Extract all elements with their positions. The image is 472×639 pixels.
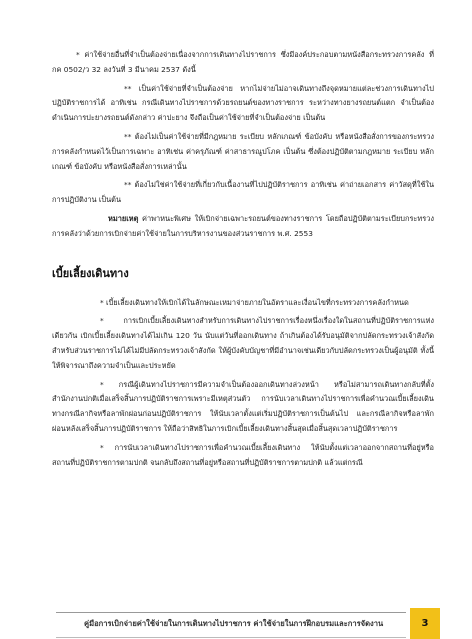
paragraph-allowance-time-count: * การนับเวลาเดินทางไปราชการเพื่อคำนวณเบี้ยเลี้ยงเดินทาง ให้นับตั้งแต่เวลาออกจากสถานที่อยู่หรือสถานที่ปฏิบัติราชการตามปกติ จนกลับถึงสถานที่อยู่หรือสถานที่ปฏิบัติราชการตามปกติ แล้วแต่กรณี xyxy=(52,442,434,467)
paragraph-work-expense: ** ต้องไม่ใช่ค่าใช้จ่ายที่เกี่ยวกับเนื้องานที่ไปปฏิบัติราชการ อาทิเช่น ค่าถ่ายเอกสาร ค่าวัสดุที่ใช้ในการปฏิบัติงาน เป็นต้น xyxy=(52,180,434,205)
paragraph-allowance-120-days: * การเบิกเบี้ยเลี้ยงเดินทางสำหรับการเดินทางไปราชการเรื่องหนึ่งเรื่องใดในสถานที่ปฏิบัติราชการแห่งเดียวกัน เบิกเบี้ยเลี้ยงเดินทางได้ไม่เกิน 120 วัน นับแต่วันที่ออกเดินทาง ถ้าเกินต้องได้รับอนุมัติจากปลัดกระทรวงเจ้าสังกัด สำหรับส่วนราชการไม่ได้ไม่มีปลัดกระทรวงเจ้าสังกัด ให้ผู้บังคับบัญชาที่มีอำนาจเช่นเดียวกับปลัดกระทรวงเป็นผู้อนุมัติ ทั้งนี้ ให้พิจารณาถึงความจำเป็นและประหยัด xyxy=(52,316,434,370)
section-heading: เบี้ยเลี้ยงเดินทาง xyxy=(52,266,129,280)
paragraph-necessary-expense: ** เป็นค่าใช้จ่ายที่จำเป็นต้องจ่าย หากไม่จ่ายไม่อาจเดินทางถึงจุดหมายแต่ละช่วงการเดินทางไปปฏิบัติราชการได้ อาทิเช่น กรณีเดินทางไปราชการด้วยรถยนต์ของทางราชการ ระหว่างทางยางรถยนต์แตก จำเป็นต้องดำเนินการปะยางรถยนต์ดังกล่าว ค่าปะยาง จึงถือเป็นค่าใช้จ่ายที่จำเป็นต้องจ่าย เป็นต้น xyxy=(52,83,434,123)
document-body xyxy=(52,48,434,474)
note-text: ค่าพาหนะพิเศษ ให้เบิกจ่ายเฉพาะรถยนต์ของทางราชการ โดยถือปฏิบัติตามระเบียบกระทรวงการคลังว่าด้วยการเบิกจ่ายค่าใช้จ่ายในการบริหารงานของส่วนราชการ พ.ศ. 2553 xyxy=(52,213,434,238)
footer-title: คู่มือการเบิกจ่ายค่าใช้จ่ายในการเดินทางไปราชการ ค่าใช้จ่ายในการฝึกอบรมและการจัดงาน xyxy=(84,619,384,628)
paragraph-regulated-expense: ** ต้องไม่เป็นค่าใช้จ่ายที่มีกฎหมาย ระเบียบ หลักเกณฑ์ ข้อบังคับ หรือหนังสือสั่งการของกระทรวงการคลังกำหนดไว้เป็นการเฉพาะ อาทิเช่น ค่าครุภัณฑ์ ค่าสาธารณูปโภค เป็นต้น ซึ่งต้องปฏิบัติตามกฎหมาย ระเบียบ หลักเกณฑ์ ข้อบังคับ หรือหนังสือสั่งการเหล่านั้น xyxy=(52,131,434,171)
page-number: 3 xyxy=(410,608,440,639)
note-paragraph xyxy=(52,212,434,242)
paragraph-allowance-early-travel: * กรณีผู้เดินทางไปราชการมีความจำเป็นต้องออกเดินทางล่วงหน้า หรือไม่สามารถเดินทางกลับที่ตั้งสำนักงานปกติเมื่อเสร็จสิ้นการปฏิบัติราชการเพราะมีเหตุส่วนตัว การนับเวลาเดินทางไปราชการเพื่อคำนวณเบี้ยเลี้ยงเดินทางกรณีลากิจหรือลาพักผ่อนก่อนปฏิบัติราชการ ให้นับเวลาตั้งแต่เริ่มปฏิบัติราชการเป็นต้นไป และกรณีลากิจหรือลาพักผ่อนหลังเสร็จสิ้นการปฏิบัติราชการ ให้ถือว่าสิทธิในการเบิกเบี้ยเลี้ยงเดินทางสิ้นสุดเมื่อสิ้นสุดเวลาปฏิบัติราชการ xyxy=(52,379,434,433)
paragraph-allowance-lumpsum: * เบี้ยเลี้ยงเดินทางให้เบิกได้ในลักษณะเหมาจ่ายภายในอัตราและเงื่อนไขที่กระทรวงการคลังกำหนด xyxy=(100,297,409,307)
page-footer xyxy=(0,600,472,639)
paragraph-expense-intro: * ค่าใช้จ่ายอื่นที่จำเป็นต้องจ่ายเนื่องจากการเดินทางไปราชการ ซึ่งมีองค์ประกอบตามหนังสือกระทรวงการคลัง ที่ กค 0502/ว 32 ลงวันที่ 3 มีนาคม 2537 ดังนี้ xyxy=(52,50,434,74)
note-label: หมายเหตุ xyxy=(108,213,139,223)
